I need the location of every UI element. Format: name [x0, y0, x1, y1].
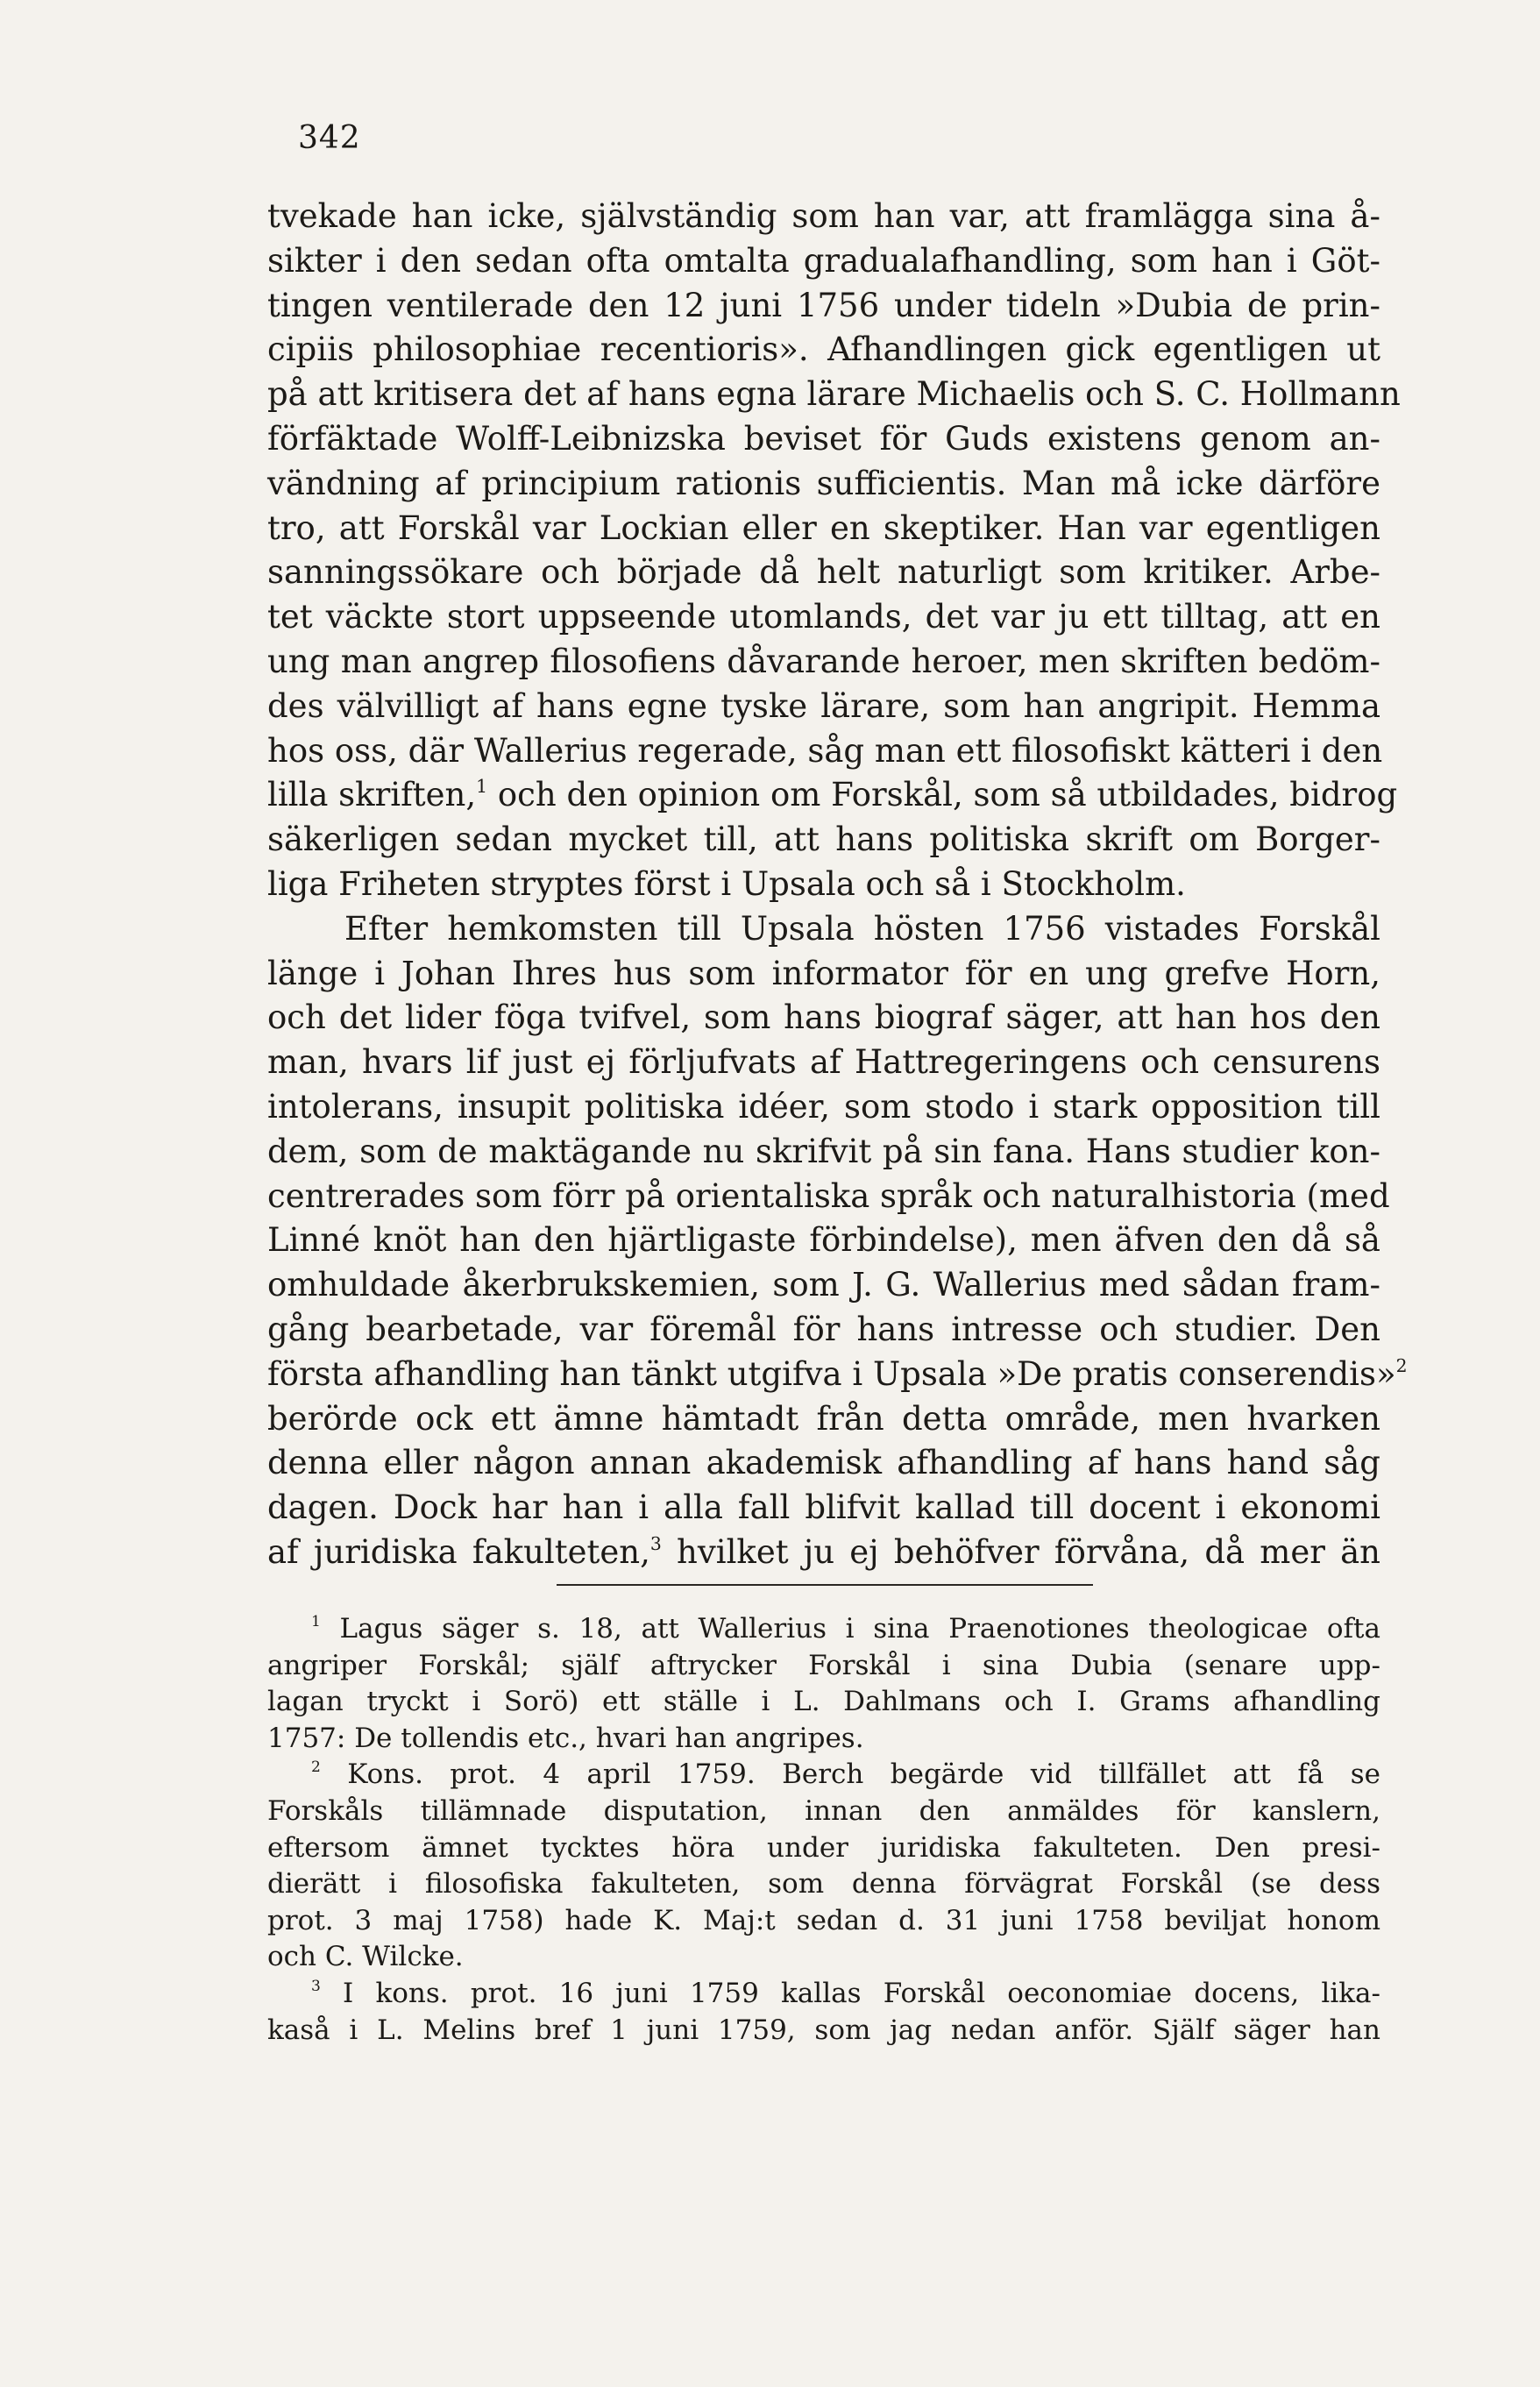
footnote-line: $^2$ Kons. prot. 4 april 1759. Berch begärde vid tillfället att få se	[311, 1758, 1380, 1791]
footnote-ref: 3	[649, 1532, 662, 1554]
text-line: på att kritisera det af hans egna lärare Michaelis och S. C. Hollmann	[267, 375, 1401, 414]
paragraph-start-line: Efter hemkomsten till Upsala hösten 1756 vistades Forskål	[344, 909, 1380, 948]
text-line: af juridiska fakulteten,$^3$ hvilket ju ej behöfver förvåna, då mer än	[267, 1532, 1380, 1571]
text-line: vändning af principium rationis sufficientis. Man må icke därföre	[267, 464, 1380, 502]
text-line: Linné knöt han den hjärtligaste förbindelse), men äfven den då så	[267, 1221, 1380, 1260]
footnote-marker: 1	[311, 1613, 321, 1631]
text-line: omhuldade åkerbrukskemien, som J. G. Wallerius med sådan fram-	[267, 1266, 1380, 1304]
footnote-line: $^3$ I kons. prot. 16 juni 1759 kallas Forskål oeconomiae docens, lika-	[311, 1977, 1380, 2009]
footnote-line: prot. 3 maj 1758) hade K. Maj:t sedan d. 31 juni 1758 beviljat honom	[267, 1904, 1380, 1936]
text-line: tro, att Forskål var Lockian eller en skeptiker. Han var egentligen	[267, 508, 1380, 547]
main-text	[267, 195, 1408, 1575]
text-line: denna eller någon annan akademisk afhandling af hans hand såg	[267, 1444, 1380, 1482]
footnote-line: angriper Forskål; själf aftrycker Forskål i sina Dubia (senare upp-	[267, 1649, 1380, 1681]
footnote-line: $^1$ Lagus säger s. 18, att Wallerius i sina Praenotiones theologicae ofta	[311, 1613, 1380, 1645]
footnote-line: dierätt i filosofiska fakulteten, som denna förvägrat Forskål (se dess	[267, 1868, 1380, 1900]
text-line: liga Friheten stryptes först i Upsala och så i Stockholm.	[267, 864, 1186, 903]
text-line: cipiis philosophiae recentioris». Afhandlingen gick egentligen ut	[267, 330, 1380, 369]
text-line: första afhandling han tänkt utgifva i Upsala »De pratis conserendis»$^2$	[267, 1354, 1408, 1393]
footnote-ref: 2	[1395, 1354, 1408, 1376]
text-line: lilla skriften,$^1$ och den opinion om Forskål, som så utbildades, bidrog	[267, 776, 1398, 814]
footnote-marker: 2	[311, 1758, 321, 1777]
footnote-marker: 3	[311, 1978, 321, 1996]
footnote-line: lagan tryckt i Sorö) ett ställe i L. Dahlmans och I. Grams afhandling	[267, 1686, 1380, 1718]
text-line: des välvilligt af hans egne tyske lärare, som han angripit. Hemma	[267, 686, 1380, 725]
footnote-line: och C. Wilcke.	[267, 1941, 464, 1973]
text-line: hos oss, där Wallerius regerade, såg man ett filosofiskt kätteri i den	[267, 731, 1383, 770]
text-line: länge i Johan Ihres hus som informator för en ung grefve Horn,	[267, 954, 1380, 992]
text-line: gång bearbetade, var föremål för hans intresse och studier. Den	[267, 1310, 1380, 1348]
text-line: dagen. Dock har han i alla fall blifvit kallad till docent i ekonomi	[267, 1488, 1380, 1527]
text-line: intolerans, insupit politiska idéer, som stodo i stark opposition till	[267, 1087, 1380, 1126]
text-line: berörde ock ett ämne hämtadt från detta område, men hvarken	[267, 1399, 1380, 1438]
text-line: och det lider föga tvifvel, som hans biograf säger, att han hos den	[267, 998, 1380, 1037]
footnote-line: kaså i L. Melins bref 1 juni 1759, som jag nedan anför. Själf säger han	[267, 2014, 1380, 2046]
text-line: tingen ventilerade den 12 juni 1756 under tideln »Dubia de prin-	[267, 286, 1380, 324]
text-line: dem, som de maktägande nu skrifvit på sin fana. Hans studier kon-	[267, 1132, 1380, 1170]
text-line: man, hvars lif just ej förljufvats af Hattregeringens och censurens	[267, 1043, 1380, 1082]
footnote-separator	[557, 1584, 1093, 1586]
text-line: tet väckte stort uppseende utomlands, det var ju ett tilltag, att en	[267, 598, 1380, 636]
text-line: säkerligen sedan mycket till, att hans politiska skrift om Borger-	[267, 821, 1380, 859]
footnote-line: eftersom ämnet tycktes höra under juridiska fakulteten. Den presi-	[267, 1831, 1380, 1864]
text-line: sikter i den sedan ofta omtalta gradualafhandling, som han i Göt-	[267, 241, 1380, 280]
footnote-line: Forskåls tillämnade disputation, innan den anmäldes för kanslern,	[267, 1794, 1380, 1827]
footnote-line: 1757: De tollendis etc., hvari han angripes.	[267, 1722, 864, 1754]
text-line: förfäktade Wolff-Leibnizska beviset för Guds existens genom an-	[267, 419, 1380, 458]
footnote-ref: 1	[476, 776, 488, 798]
text-line: centrerades som förr på orientaliska språk och naturalhistoria (med	[267, 1176, 1390, 1215]
text-line: sanningssökare och började då helt naturligt som kritiker. Arbe-	[267, 553, 1380, 592]
text-line: ung man angrep filosofiens dåvarande heroer, men skriften bedöm-	[267, 642, 1380, 680]
text-line: tvekade han icke, självständig som han var, att framlägga sina å-	[267, 197, 1380, 235]
footnotes	[267, 1611, 1380, 2049]
page-number: 342	[298, 120, 361, 156]
